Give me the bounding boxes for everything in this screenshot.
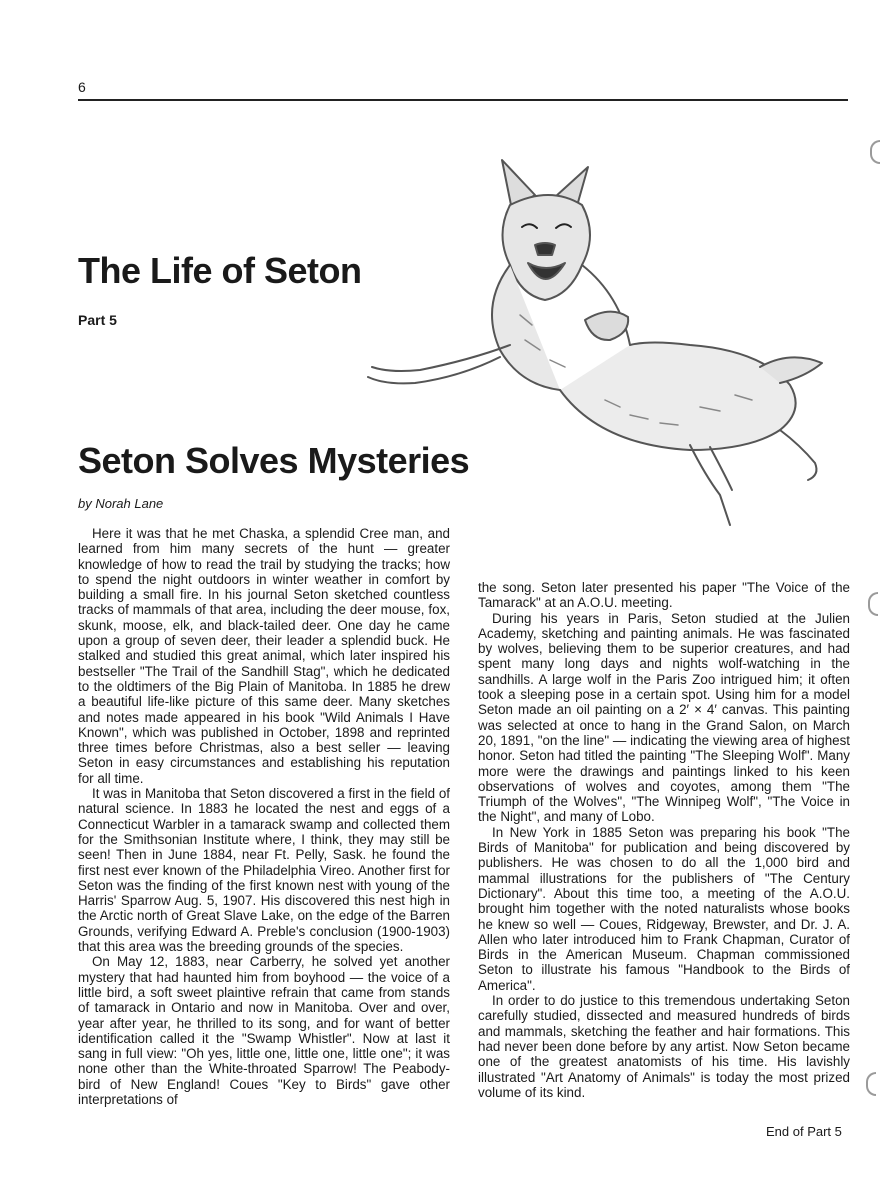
paragraph: It was in Manitoba that Seton discovered a first in the field of natural science. In 1883 he located the nest and eggs of a Connecticut Warbler in a tamarack swamp and collected them for the Smithsonian Institute where, I think, they may still be seen! Then in June 1884, near Ft. Pelly, Sask. he found the first nest ever known of the Philadelphia Vireo. Another first for Seton was the finding of the first known nest with young of the Harris' Sparrow Aug. 5, 1907. His discovered this nest high in the Arctic north of Great Slave Lake, on the edge of the Barren Grounds, verifying Edward A. Preble's conclusion (1900-1903) that this area was the breeding grounds of the species. [78,786,450,955]
binder-hole-mark [866,1072,876,1096]
right-column [478,580,850,1100]
paragraph: Here it was that he met Chaska, a splendid Cree man, and learned from him many secrets of the hunt — greater knowledge of how to read the trail by studying the tracks; how to spend the night outdoors in winter weather in comfort by building a small fire. In his journal Seton sketched countless tracks of mammals of that area, including the deer mouse, fox, skunk, moose, elk, and black-tailed deer. One day he came upon a group of seven deer, their leader a splendid buck. He stalked and studied this great animal, which later inspired his bestseller "The Trail of the Sandhill Stag", which he dedicated to the oldtimers of the Big Plain of Manitoba. In 1885 he drew a beautiful life-like picture of this same deer. Many sketches and notes made appeared in his book "Wild Animals I Have Known", which was published in October, 1898 and reprinted three times before Christmas, also a best seller — leaving Seton in easy circumstances and establishing his reputation for all time. [78,526,450,786]
article-title: Seton Solves Mysteries [78,440,470,481]
paragraph: During his years in Paris, Seton studied at the Julien Academy, sketching and painting animals. He was fascinated by wolves, believing them to be superior creatures, and had spent many long days and nights wolf-watching in the sandhills. A large wolf in the Paris Zoo intrigued him; it often took a sleeping pose in a certain spot. Using him for a model Seton made an oil painting on a 2′ × 4′ canvas. This painting was selected at once to hang in the Grand Salon, on March 20, 1891, "on the line" — indicating the viewing area of highest honor. Seton had titled the painting "The Sleeping Wolf". Many more were the drawings and paintings linked to his keen observations of wolves and coyotes, among them "The Triumph of the Wolves", "The Winnipeg Wolf", "The Voice in the Night", and many of Lobo. [478,610,850,825]
end-of-part-label: End of Part 5 [766,1124,842,1139]
series-title: The Life of Seton [78,250,362,291]
paragraph: On May 12, 1883, near Carberry, he solved yet another mystery that had haunted him from boyhood — the voice of a little bird, a soft sweet plaintive refrain that came from stands of tamarack in Ontario and now in Manitoba. Over and over, year after year, he thrilled to its song, and for want of better identification called it the "Swamp Whistler". Now at last it sang in full view: "Oh yes, little one, little one, little one"; it was none other than the White-throated Sparrow! The Peabody-bird of New England! Coues "Key to Birds" gave other interpretations of [78,954,450,1107]
binder-hole-mark [868,592,878,616]
left-column [78,526,450,1107]
header-rule [78,99,848,101]
binder-hole-mark [870,140,880,164]
page-number: 6 [78,79,86,95]
paragraph: In order to do justice to this tremendous undertaking Seton carefully studied, dissected and measured hundreds of birds and mammals, sketching the feather and hair formations. This had never been done before by any artist. Now Seton became one of the greatest anatomists of his time. His lavishly illustrated "Art Anatomy of Animals" is today the most prized volume of its kind. [478,993,850,1100]
part-label: Part 5 [78,312,117,328]
paragraph: the song. Seton later presented his paper "The Voice of the Tamarack" at an A.O.U. meeting. [478,580,850,611]
paragraph: In New York in 1885 Seton was preparing his book "The Birds of Manitoba" for publication and being discovered by publishers. He was chosen to do all the 1,000 bird and mammal illustrations for the publishers of "The Century Dictionary". About this time too, a meeting of the A.O.U. brought him together with the noted naturalists whose books he knew so well — Coues, Ridgeway, Brewster, and Dr. J. A. Allen who later introduced him to Frank Chapman, Curator of Birds in the American Museum. Chapman commissioned Seton to illustrate his famous "Handbook to the Birds of America". [478,824,850,993]
byline: by Norah Lane [78,496,164,511]
